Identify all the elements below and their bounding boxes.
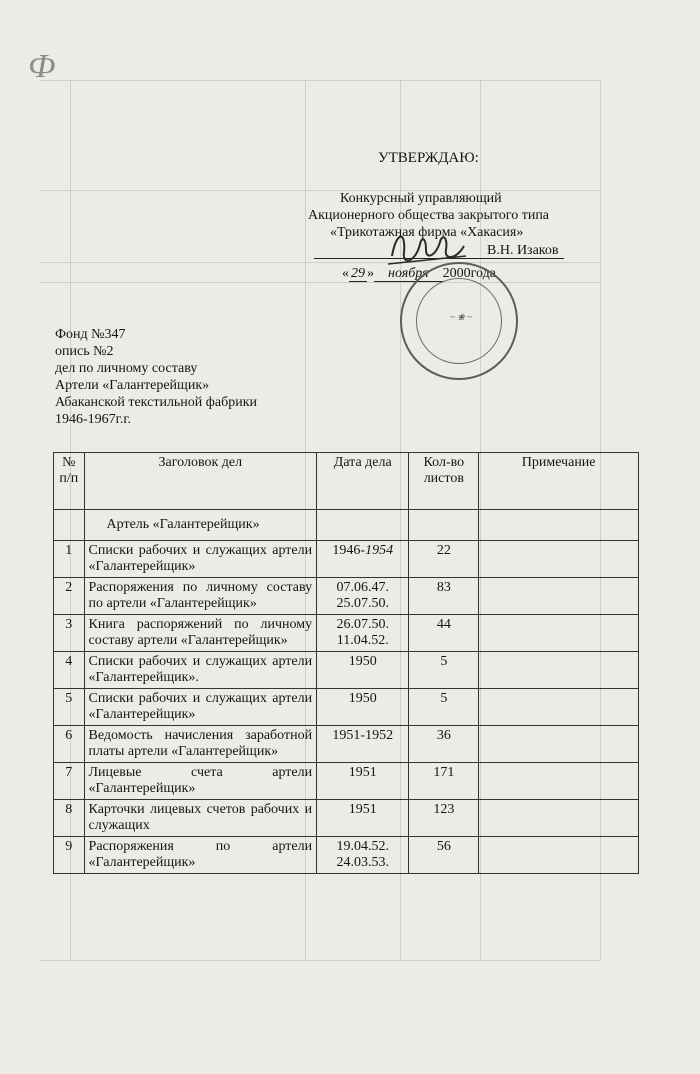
fond-line-5: Абаканской текстильной фабрики	[55, 395, 257, 410]
table-row	[54, 763, 639, 800]
row-title: Распоряжения по артели «Галантерейщик»	[84, 837, 317, 874]
row-count: 56	[409, 837, 479, 874]
row-title: Списки рабочих и служащих артели «Галантерейщик»	[84, 689, 317, 726]
date-day: 29	[351, 266, 365, 281]
row-num: 2	[54, 578, 85, 615]
fond-line-3: дел по личному составу	[55, 361, 198, 376]
row-num: 4	[54, 652, 85, 689]
row-note	[479, 615, 639, 652]
header-note: Примечание	[479, 453, 639, 510]
row-date-handwritten: 1954	[365, 543, 394, 558]
row-count: 5	[409, 652, 479, 689]
row-date: 1951-1952	[317, 726, 409, 763]
group-row	[54, 510, 639, 541]
row-count: 44	[409, 615, 479, 652]
date-year: 2000года	[442, 266, 496, 281]
row-num: 3	[54, 615, 85, 652]
row-count: 36	[409, 726, 479, 763]
approval-line-2: Акционерного общества закрытого типа	[308, 208, 550, 223]
inventory-table	[53, 452, 639, 874]
seal-emblem: ~ ❀ ~	[450, 312, 472, 322]
group-date-cell	[317, 510, 409, 541]
row-num: 8	[54, 800, 85, 837]
fond-line-1: Фонд №347	[55, 327, 126, 342]
header-count: Кол-во листов	[409, 453, 479, 510]
signer-name: В.Н. Изаков	[487, 243, 559, 258]
row-note	[479, 652, 639, 689]
margin-mark: Ф	[28, 48, 56, 85]
group-num-cell	[54, 510, 85, 541]
date-month: ноября	[374, 266, 443, 282]
round-seal-stamp	[400, 262, 518, 380]
row-date: 1950	[317, 652, 409, 689]
row-title: Книга распоряжений по личному составу артели «Галантерейщик»	[84, 615, 317, 652]
row-count: 5	[409, 689, 479, 726]
fond-description	[55, 326, 257, 428]
row-date: 07.06.47. 25.07.50.	[317, 578, 409, 615]
row-date-printed: 1946-	[332, 543, 366, 558]
row-note	[479, 541, 639, 578]
group-note-cell	[479, 510, 639, 541]
approval-line-3: «Трикотажная фирма «Хакасия»	[330, 225, 524, 240]
fond-line-2: опись №2	[55, 344, 114, 359]
table-row	[54, 615, 639, 652]
date-open-quote: «	[342, 266, 349, 281]
row-num: 7	[54, 763, 85, 800]
row-title: Списки рабочих и служащих артели «Галантерейщик»	[84, 541, 317, 578]
table-row	[54, 652, 639, 689]
table-row	[54, 800, 639, 837]
row-count: 83	[409, 578, 479, 615]
header-num: № п/п	[54, 453, 85, 510]
table-row	[54, 689, 639, 726]
row-date: 1950	[317, 689, 409, 726]
row-num: 9	[54, 837, 85, 874]
row-note	[479, 578, 639, 615]
header-date: Дата дела	[317, 453, 409, 510]
row-date: 1951	[317, 763, 409, 800]
row-num: 1	[54, 541, 85, 578]
row-date: 19.04.52. 24.03.53.	[317, 837, 409, 874]
row-title: Распоряжения по личному составу по артели «Галантерейщик»	[84, 578, 317, 615]
row-note	[479, 800, 639, 837]
row-note	[479, 837, 639, 874]
row-num: 6	[54, 726, 85, 763]
row-note	[479, 763, 639, 800]
row-title: Лицевые счета артели «Галантерейщик»	[84, 763, 317, 800]
date-close-quote: »	[367, 266, 374, 281]
fond-line-4: Артели «Галантерейщик»	[55, 378, 210, 393]
row-date: 26.07.50. 11.04.52.	[317, 615, 409, 652]
table-row	[54, 578, 639, 615]
row-num: 5	[54, 689, 85, 726]
row-count: 171	[409, 763, 479, 800]
row-date	[317, 541, 409, 578]
row-title: Карточки лицевых счетов рабочих и служащих	[84, 800, 317, 837]
row-count: 22	[409, 541, 479, 578]
row-note	[479, 726, 639, 763]
row-title: Списки рабочих и служащих артели «Галантерейщик».	[84, 652, 317, 689]
table-row	[54, 726, 639, 763]
approval-header: УТВЕРЖДАЮ:	[378, 150, 479, 166]
table-row	[54, 541, 639, 578]
row-title: Ведомость начисления заработной платы артели «Галантерейщик»	[84, 726, 317, 763]
approval-line-1: Конкурсный управляющий	[340, 191, 502, 206]
group-title: Артель «Галантерейщик»	[84, 510, 317, 541]
header-title: Заголовок дел	[84, 453, 317, 510]
fond-line-6: 1946-1967г.г.	[55, 412, 131, 427]
row-note	[479, 689, 639, 726]
row-date: 1951	[317, 800, 409, 837]
table-row	[54, 837, 639, 874]
row-count: 123	[409, 800, 479, 837]
table-header-row	[54, 453, 639, 510]
group-count-cell	[409, 510, 479, 541]
